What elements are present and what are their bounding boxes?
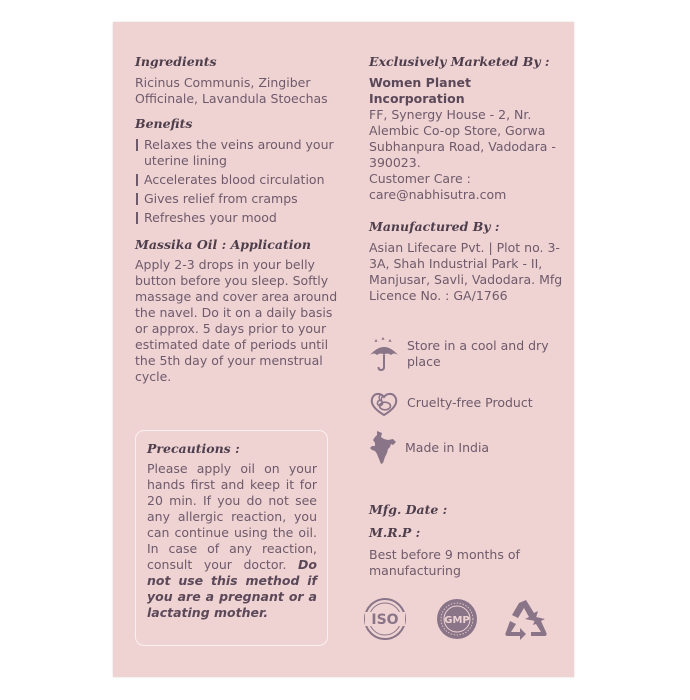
benefit-item: Accelerates blood circulation	[135, 172, 340, 188]
iso-logo-text: ISO	[371, 612, 399, 628]
rabbit-icon	[369, 388, 399, 418]
benefits-list	[135, 137, 340, 226]
feature-cruelty-free	[369, 388, 533, 418]
customer-care-email: care@nabhisutra.com	[369, 187, 507, 202]
umbrella-icon	[369, 336, 399, 372]
recycle-icon	[502, 597, 550, 641]
best-before-text: Best before 9 months of manufacturing	[369, 547, 520, 578]
benefits-heading: Benefits	[135, 116, 193, 131]
benefit-item: Gives relief from cramps	[135, 191, 340, 207]
manufacturer-details: Asian Lifecare Pvt. | Plot no. 3-3A, Shah Industrial Park - II, Manjusar, Savli, Vadodara. Mfg Licence No. : GA/1766	[369, 240, 563, 303]
application-heading: Massika Oil : Application	[135, 237, 311, 252]
product-box-back	[113, 22, 574, 677]
marketer-name: Women Planet Incorporation	[369, 75, 471, 106]
benefit-item: Relaxes the veins around your uterine lining	[135, 137, 340, 169]
feature-made-in-india-label: Made in India	[405, 440, 490, 455]
india-map-icon	[369, 430, 397, 466]
feature-made-in-india	[369, 430, 489, 466]
mrp-label: M.R.P :	[369, 525, 421, 540]
precautions-warning: Do not use this method if you are a pregnant or a lactating mother.	[147, 557, 317, 620]
ingredients-heading: Ingredients	[135, 54, 217, 69]
marketed-block	[369, 75, 564, 203]
gmp-logo	[435, 597, 479, 641]
ingredients-text: Ricinus Communis, Zingiber Officinale, Lavandula Stoechas	[135, 75, 328, 106]
feature-storage	[369, 336, 557, 372]
precautions-box	[135, 430, 328, 646]
mfg-date-label: Mfg. Date :	[369, 502, 448, 517]
marketed-heading: Exclusively Marketed By :	[369, 54, 550, 69]
feature-storage-label: Store in a cool and dry place	[407, 338, 549, 369]
gmp-logo-text: GMP	[444, 615, 470, 626]
iso-logo	[363, 597, 407, 641]
precautions-heading: Precautions :	[147, 441, 240, 456]
precautions-text	[147, 461, 317, 621]
marketer-address: FF, Synergy House - 2, Nr. Alembic Co-op Store, Gorwa Subhanpura Road, Vadodara - 390023.	[369, 107, 556, 170]
benefit-item: Refreshes your mood	[135, 210, 340, 226]
customer-care-label: Customer Care :	[369, 171, 471, 186]
feature-cruelty-free-label: Cruelty-free Product	[407, 395, 533, 410]
precautions-body: Please apply oil on your hands first and keep it for 20 min. If you do not see any allergic reaction, you can continue using the oil. In case of any reaction, consult your doctor.	[147, 461, 317, 572]
right-column	[369, 54, 564, 304]
manufactured-heading: Manufactured By :	[369, 219, 500, 234]
left-column	[135, 54, 340, 385]
application-text: Apply 2-3 drops in your belly button before you sleep. Softly massage and cover area around the navel. Do it on a daily basis or approx. 5 days prior to your estimated date of periods until the 5th day of your menstrual cycle.	[135, 257, 338, 384]
